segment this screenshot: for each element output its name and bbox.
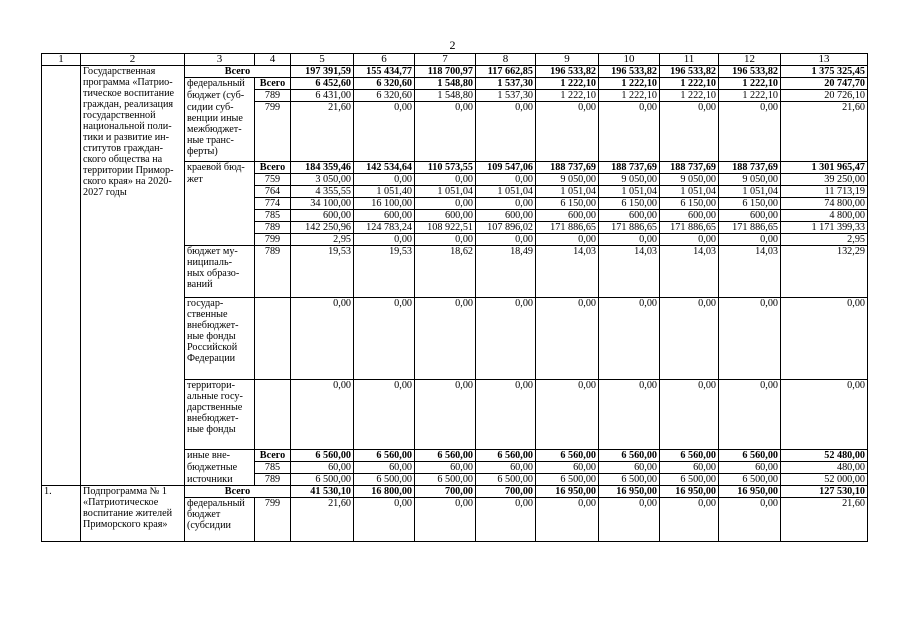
value-cell: 16 100,00 (354, 198, 415, 210)
budget-code: 799 (255, 498, 291, 542)
value-cell: 600,00 (719, 210, 781, 222)
column-header-2: 2 (81, 54, 185, 66)
value-cell: 6 560,00 (415, 450, 476, 462)
column-header-9: 9 (536, 54, 599, 66)
value-cell: 74 800,00 (781, 198, 868, 210)
value-cell: 6 320,60 (354, 78, 415, 90)
funding-source: иные вне- (185, 450, 255, 462)
value-cell: 1 222,10 (660, 78, 719, 90)
value-cell: 1 222,10 (599, 90, 660, 102)
value-cell: 1 222,10 (536, 90, 599, 102)
value-cell: 0,00 (719, 380, 781, 450)
value-cell: 0,00 (599, 380, 660, 450)
value-cell: 0,00 (719, 498, 781, 542)
budget-code: 759 (255, 174, 291, 186)
value-cell: 34 100,00 (291, 198, 354, 210)
value-cell: 0,00 (719, 102, 781, 162)
funding-source (185, 234, 255, 246)
value-cell: 6 150,00 (599, 198, 660, 210)
value-cell: 6 560,00 (719, 450, 781, 462)
subprogram-number: 1. (42, 486, 81, 542)
funding-source: бюджет (суб- (185, 90, 255, 102)
value-cell: 1 301 965,47 (781, 162, 868, 174)
funding-source: краевой бюд- (185, 162, 255, 174)
column-header-11: 11 (660, 54, 719, 66)
value-cell: 0,00 (476, 298, 536, 380)
value-cell: 6 560,00 (536, 450, 599, 462)
value-cell: 1 222,10 (719, 78, 781, 90)
value-cell: 60,00 (719, 462, 781, 474)
subprogram-name: Подпрограмма № 1 «Патриотическое воспитание жителей Приморского края» (81, 486, 185, 542)
value-cell: 1 375 325,45 (781, 66, 868, 78)
page-number: 2 (449, 38, 456, 52)
value-cell: 6 500,00 (536, 474, 599, 486)
program-name: Государственная программа «Патрио- тическое воспитание граждан, реализация государственной национальной поли- тики и развитие ин- ститутов граждан- ского общества на территории Примор- ского края» на 2020- 2027 годы (81, 66, 185, 486)
value-cell: 16 800,00 (354, 486, 415, 498)
funding-source: источники (185, 474, 255, 486)
value-cell: 9 050,00 (599, 174, 660, 186)
value-cell: 600,00 (354, 210, 415, 222)
value-cell: 132,29 (781, 246, 868, 298)
value-cell: 0,00 (536, 498, 599, 542)
value-cell: 39 250,00 (781, 174, 868, 186)
value-cell: 0,00 (354, 174, 415, 186)
value-cell: 0,00 (536, 298, 599, 380)
value-cell: 0,00 (719, 234, 781, 246)
value-cell: 6 452,60 (291, 78, 354, 90)
value-cell: 6 560,00 (476, 450, 536, 462)
value-cell: 108 922,51 (415, 222, 476, 234)
value-cell: 21,60 (781, 102, 868, 162)
value-cell: 0,00 (781, 380, 868, 450)
column-header-12: 12 (719, 54, 781, 66)
value-cell: 0,00 (719, 298, 781, 380)
value-cell: 0,00 (476, 198, 536, 210)
value-cell: 600,00 (476, 210, 536, 222)
value-cell: 6 500,00 (354, 474, 415, 486)
value-cell: 1 537,30 (476, 90, 536, 102)
value-cell: 188 737,69 (719, 162, 781, 174)
value-cell: 60,00 (291, 462, 354, 474)
budget-code: 799 (255, 102, 291, 162)
value-cell: 19,53 (354, 246, 415, 298)
value-cell: 41 530,10 (291, 486, 354, 498)
value-cell: 127 530,10 (781, 486, 868, 498)
value-cell: 0,00 (536, 234, 599, 246)
value-cell: 52 000,00 (781, 474, 868, 486)
value-cell: 3 050,00 (291, 174, 354, 186)
value-cell: 0,00 (536, 102, 599, 162)
value-cell: 1 171 399,33 (781, 222, 868, 234)
funding-source: сидии суб- венции иные межбюджет- ные транс- ферты) (185, 102, 255, 162)
value-cell: 0,00 (476, 174, 536, 186)
total-label: Всего (185, 66, 291, 78)
table-row (42, 486, 868, 498)
value-cell: 21,60 (781, 498, 868, 542)
value-cell: 600,00 (291, 210, 354, 222)
value-cell: 0,00 (354, 234, 415, 246)
value-cell: 21,60 (291, 498, 354, 542)
value-cell: 480,00 (781, 462, 868, 474)
value-cell: 107 896,02 (476, 222, 536, 234)
total-label: Всего (185, 486, 291, 498)
value-cell: 6 150,00 (719, 198, 781, 210)
value-cell: 0,00 (354, 380, 415, 450)
value-cell: 14,03 (536, 246, 599, 298)
value-cell: 14,03 (660, 246, 719, 298)
value-cell: 6 431,00 (291, 90, 354, 102)
column-header-8: 8 (476, 54, 536, 66)
column-header-7: 7 (415, 54, 476, 66)
value-cell: 6 500,00 (291, 474, 354, 486)
budget-code (255, 298, 291, 380)
column-header-3: 3 (185, 54, 255, 66)
budget-code: 789 (255, 90, 291, 102)
value-cell: 0,00 (476, 380, 536, 450)
value-cell: 6 560,00 (291, 450, 354, 462)
value-cell: 188 737,69 (660, 162, 719, 174)
value-cell: 16 950,00 (660, 486, 719, 498)
value-cell: 14,03 (719, 246, 781, 298)
value-cell: 20 747,70 (781, 78, 868, 90)
value-cell: 171 886,65 (536, 222, 599, 234)
value-cell: 1 051,04 (476, 186, 536, 198)
budget-code: 785 (255, 210, 291, 222)
value-cell: 1 537,30 (476, 78, 536, 90)
value-cell: 1 051,04 (415, 186, 476, 198)
value-cell: 600,00 (599, 210, 660, 222)
value-cell: 0,00 (476, 102, 536, 162)
value-cell: 60,00 (476, 462, 536, 474)
budget-code: Всего (255, 162, 291, 174)
value-cell: 109 547,06 (476, 162, 536, 174)
value-cell: 16 950,00 (536, 486, 599, 498)
funding-source: бюджетные (185, 462, 255, 474)
value-cell: 6 560,00 (354, 450, 415, 462)
value-cell: 700,00 (415, 486, 476, 498)
column-header-5: 5 (291, 54, 354, 66)
budget-code: Всего (255, 450, 291, 462)
value-cell: 155 434,77 (354, 66, 415, 78)
value-cell: 124 783,24 (354, 222, 415, 234)
funding-source: жет (185, 174, 255, 186)
budget-table (41, 53, 868, 542)
funding-source (185, 222, 255, 234)
value-cell: 2,95 (781, 234, 868, 246)
value-cell: 1 051,04 (599, 186, 660, 198)
value-cell: 196 533,82 (536, 66, 599, 78)
value-cell: 6 560,00 (660, 450, 719, 462)
value-cell: 1 222,10 (599, 78, 660, 90)
value-cell: 196 533,82 (719, 66, 781, 78)
value-cell: 0,00 (599, 298, 660, 380)
value-cell: 0,00 (660, 498, 719, 542)
budget-code: Всего (255, 78, 291, 90)
value-cell: 0,00 (415, 198, 476, 210)
value-cell: 6 560,00 (599, 450, 660, 462)
value-cell: 196 533,82 (599, 66, 660, 78)
value-cell: 118 700,97 (415, 66, 476, 78)
value-cell: 0,00 (476, 234, 536, 246)
program-number (42, 66, 81, 486)
value-cell: 6 500,00 (719, 474, 781, 486)
value-cell: 2,95 (291, 234, 354, 246)
value-cell: 0,00 (660, 298, 719, 380)
column-header-4: 4 (255, 54, 291, 66)
value-cell: 4 800,00 (781, 210, 868, 222)
value-cell: 19,53 (291, 246, 354, 298)
value-cell: 6 500,00 (599, 474, 660, 486)
table-row (42, 66, 868, 78)
value-cell: 142 534,64 (354, 162, 415, 174)
funding-source: федеральный (185, 78, 255, 90)
value-cell: 9 050,00 (660, 174, 719, 186)
value-cell: 600,00 (536, 210, 599, 222)
value-cell: 0,00 (415, 102, 476, 162)
value-cell: 0,00 (599, 234, 660, 246)
value-cell: 1 051,04 (719, 186, 781, 198)
value-cell: 6 500,00 (415, 474, 476, 486)
value-cell: 0,00 (354, 498, 415, 542)
value-cell: 171 886,65 (719, 222, 781, 234)
value-cell: 0,00 (354, 102, 415, 162)
value-cell: 0,00 (415, 298, 476, 380)
value-cell: 16 950,00 (599, 486, 660, 498)
value-cell: 1 222,10 (660, 90, 719, 102)
value-cell: 6 320,60 (354, 90, 415, 102)
value-cell: 4 355,55 (291, 186, 354, 198)
funding-source (185, 210, 255, 222)
value-cell: 110 573,55 (415, 162, 476, 174)
funding-source (185, 186, 255, 198)
value-cell: 188 737,69 (599, 162, 660, 174)
value-cell: 0,00 (354, 298, 415, 380)
column-header-10: 10 (599, 54, 660, 66)
value-cell: 60,00 (354, 462, 415, 474)
value-cell: 6 500,00 (660, 474, 719, 486)
budget-code: 785 (255, 462, 291, 474)
header-row (42, 54, 868, 66)
value-cell: 14,03 (599, 246, 660, 298)
value-cell: 60,00 (599, 462, 660, 474)
value-cell: 171 886,65 (660, 222, 719, 234)
budget-code: 764 (255, 186, 291, 198)
value-cell: 0,00 (536, 380, 599, 450)
value-cell: 0,00 (415, 380, 476, 450)
value-cell: 60,00 (536, 462, 599, 474)
column-header-13: 13 (781, 54, 868, 66)
value-cell: 0,00 (476, 498, 536, 542)
value-cell: 1 222,10 (536, 78, 599, 90)
value-cell: 117 662,85 (476, 66, 536, 78)
funding-source: государ- ственные внебюджет- ные фонды Российской Федерации (185, 298, 255, 380)
value-cell: 1 548,80 (415, 78, 476, 90)
budget-code: 789 (255, 246, 291, 298)
value-cell: 0,00 (291, 380, 354, 450)
value-cell: 700,00 (476, 486, 536, 498)
value-cell: 9 050,00 (536, 174, 599, 186)
value-cell: 1 051,04 (536, 186, 599, 198)
value-cell: 142 250,96 (291, 222, 354, 234)
value-cell: 0,00 (660, 380, 719, 450)
value-cell: 60,00 (660, 462, 719, 474)
budget-code: 799 (255, 234, 291, 246)
value-cell: 18,49 (476, 246, 536, 298)
value-cell: 0,00 (415, 174, 476, 186)
value-cell: 600,00 (415, 210, 476, 222)
value-cell: 188 737,69 (536, 162, 599, 174)
value-cell: 20 726,10 (781, 90, 868, 102)
value-cell: 6 500,00 (476, 474, 536, 486)
value-cell: 6 150,00 (536, 198, 599, 210)
value-cell: 9 050,00 (719, 174, 781, 186)
column-header-1: 1 (42, 54, 81, 66)
value-cell: 16 950,00 (719, 486, 781, 498)
value-cell: 0,00 (415, 234, 476, 246)
value-cell: 11 713,19 (781, 186, 868, 198)
value-cell: 1 548,80 (415, 90, 476, 102)
funding-source: бюджет му- ниципаль- ных образо- ваний (185, 246, 255, 298)
value-cell: 1 222,10 (719, 90, 781, 102)
budget-code: 789 (255, 222, 291, 234)
value-cell: 197 391,59 (291, 66, 354, 78)
value-cell: 6 150,00 (660, 198, 719, 210)
value-cell: 60,00 (415, 462, 476, 474)
funding-source: федеральный бюджет (субсидии (185, 498, 255, 542)
value-cell: 18,62 (415, 246, 476, 298)
value-cell: 0,00 (599, 102, 660, 162)
value-cell: 0,00 (291, 298, 354, 380)
value-cell: 0,00 (781, 298, 868, 380)
value-cell: 21,60 (291, 102, 354, 162)
value-cell: 0,00 (599, 498, 660, 542)
value-cell: 196 533,82 (660, 66, 719, 78)
value-cell: 184 359,46 (291, 162, 354, 174)
value-cell: 1 051,40 (354, 186, 415, 198)
value-cell: 600,00 (660, 210, 719, 222)
value-cell: 1 051,04 (660, 186, 719, 198)
column-header-6: 6 (354, 54, 415, 66)
budget-code (255, 380, 291, 450)
budget-code: 774 (255, 198, 291, 210)
value-cell: 0,00 (415, 498, 476, 542)
budget-code: 789 (255, 474, 291, 486)
value-cell: 171 886,65 (599, 222, 660, 234)
funding-source: территори- альные госу- дарственные внебюджет- ные фонды (185, 380, 255, 450)
value-cell: 0,00 (660, 234, 719, 246)
value-cell: 0,00 (660, 102, 719, 162)
value-cell: 52 480,00 (781, 450, 868, 462)
funding-source (185, 198, 255, 210)
